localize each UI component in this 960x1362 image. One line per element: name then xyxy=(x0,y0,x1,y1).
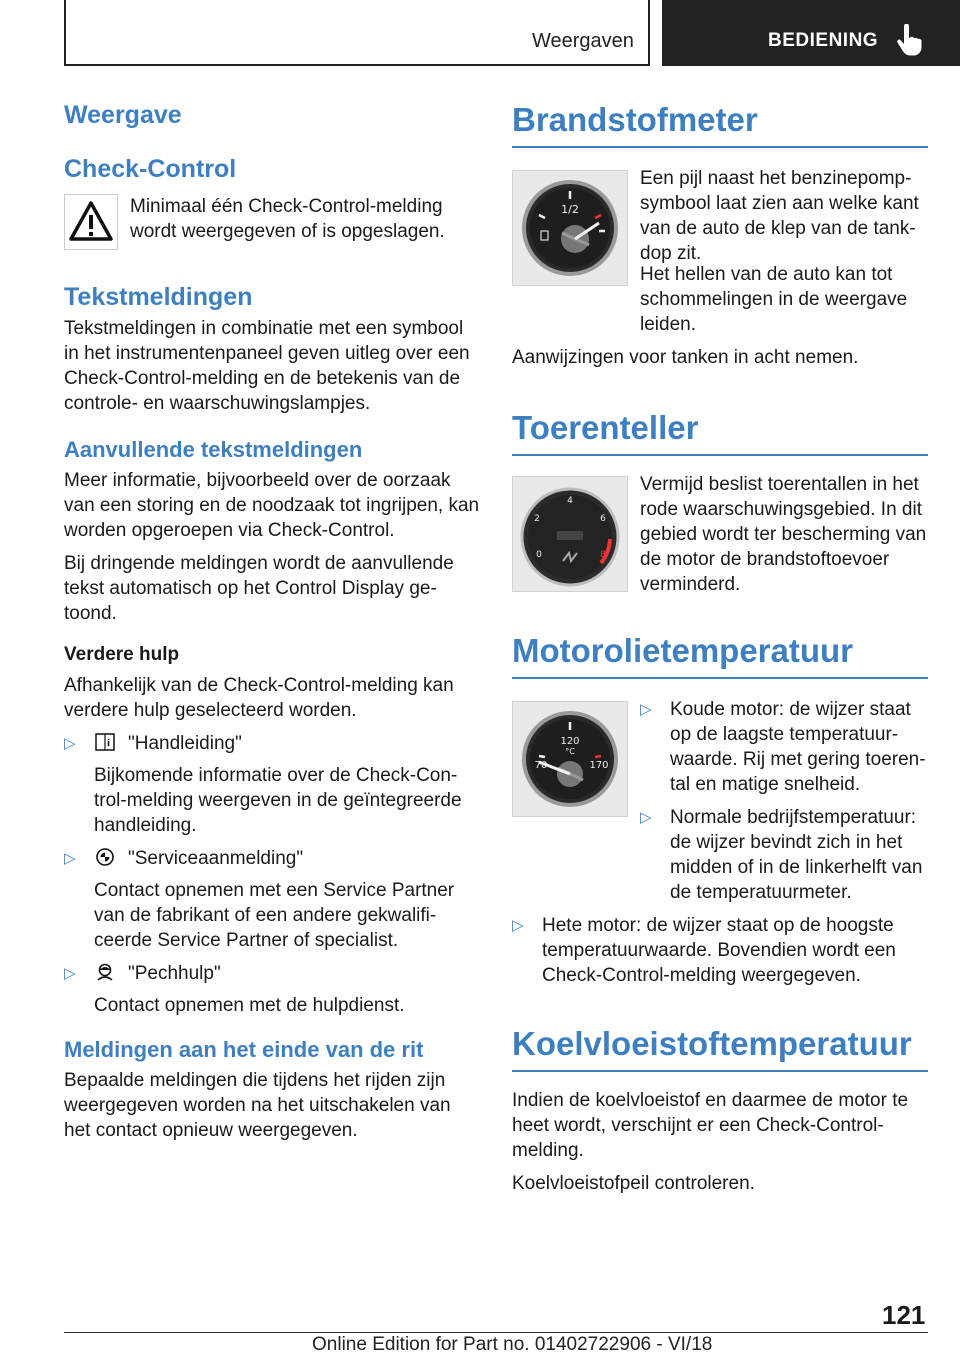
brandstof-text-3: Aanwijzingen voor tanken in acht nemen. xyxy=(512,347,859,368)
heading-aanvullende-tekstmeldingen: Aanvullende tekstmeldingen xyxy=(64,437,363,462)
heading-check-control: Check-Control xyxy=(64,155,237,183)
header-border-left xyxy=(64,0,66,66)
check-control-row xyxy=(64,194,482,250)
verdere-hulp-text: Afhankelijk van de Check-Control-melding kan verdere hulp geselecteerd worden. xyxy=(64,675,454,721)
oil-unit-label: °C xyxy=(565,747,575,756)
heading-toerenteller: Toerenteller xyxy=(512,408,928,456)
header-section-title: Weergaven xyxy=(532,30,634,52)
tacho-tick-6: 6 xyxy=(600,514,606,524)
brandstof-text-2-span: Het hellen van de auto kan tot schommelingen in de weergave leiden. xyxy=(640,264,908,335)
tekstmeldingen-text: Tekstmeldingen in combinatie met een symbool in het instrumentenpaneel geven uitleg over een Check-Control-melding en de betekenis van de controle- en waarschuwingslampjes. xyxy=(64,318,470,414)
bullet-triangle-icon: ▷ xyxy=(640,809,652,826)
bullet-triangle-icon: ▷ xyxy=(64,965,76,982)
toerenteller-text: Vermijd beslist toerentallen in het rode waarschuwingsgebied. In dit gebied wordt ter bescherming van de motor de brandstoftoevoer verminderd. xyxy=(640,474,927,595)
list-item xyxy=(640,805,928,905)
aanvullende-text-1: Meer informatie, bijvoorbeeld over de oorzaak van een storing en de noodzaak tot ingrijpen, kan worden opgeroepen via Check-Control. xyxy=(64,470,480,541)
roadside-assistance-icon xyxy=(94,962,116,982)
svg-text:i: i xyxy=(106,739,111,749)
heading-koelvloeistoftemperatuur: Koelvloeistoftemperatuur xyxy=(512,1024,928,1072)
list-item-label-row xyxy=(94,846,482,871)
heading-weergave: Weergave xyxy=(64,101,182,129)
service-brand-icon xyxy=(94,847,116,867)
bullet-label: "Pechhulp" xyxy=(128,963,221,984)
list-item xyxy=(64,846,482,953)
bullet-triangle-icon: ▷ xyxy=(640,701,652,718)
check-control-text: Minimaal één Check-Control-melding wordt weergegeven of is opgeslagen. xyxy=(130,196,445,242)
oil-label-70: 70 xyxy=(534,760,548,771)
meldingen-text: Bepaalde meldingen die tijdens het rijden zijn weergegeven worden na het uitschakelen van het contact opnieuw weergegeven. xyxy=(64,1070,451,1141)
header-border-mid xyxy=(648,0,650,66)
list-item xyxy=(64,961,482,1018)
tacho-tick-4: 4 xyxy=(567,496,573,506)
toerenteller-row xyxy=(512,476,928,597)
bullet-triangle-icon: ▷ xyxy=(64,850,76,867)
oil-temperature-gauge-figure xyxy=(512,701,628,817)
bullet-description: Contact opnemen met een Service Partner van de fabrikant of een andere gekwalifi-ceerde Service Partner of specialist. xyxy=(94,880,455,951)
tacho-tick-0: 0 xyxy=(536,550,542,560)
brandstof-text-1: Een pijl naast het benzinepomp-symbool laat zien aan welke kant van de auto de klep van de tank-dop zit. xyxy=(640,168,919,264)
header-chapter-label: BEDIENING xyxy=(768,30,879,51)
warning-triangle-icon xyxy=(65,195,117,249)
oil-label-120: 120 xyxy=(560,736,580,747)
oil-label-170: 170 xyxy=(589,760,609,771)
list-item xyxy=(64,731,482,838)
bullet-description: Contact opnemen met de hulpdienst. xyxy=(94,995,405,1016)
oil-temperature-gauge-image xyxy=(513,702,627,816)
heading-motorolietemperatuur: Motorolietemperatuur xyxy=(512,631,928,679)
page-number: 121 xyxy=(882,1300,926,1330)
bullet-triangle-icon: ▷ xyxy=(512,917,524,934)
verdere-hulp-title: Verdere hulp xyxy=(64,644,180,665)
bullet-triangle-icon: ▷ xyxy=(64,735,76,752)
header-chapter-tab xyxy=(662,0,960,66)
tacho-tick-2: 2 xyxy=(534,514,540,524)
footer-edition-text: Online Edition for Part no. 01402722906 - VI/18 xyxy=(312,1334,713,1355)
warning-symbol-box xyxy=(64,194,118,250)
manual-book-icon xyxy=(94,732,116,752)
list-item-label-row xyxy=(94,961,482,986)
heading-brandstofmeter: Brandstofmeter xyxy=(512,100,928,148)
fuel-gauge-figure xyxy=(512,170,628,286)
heading-tekstmeldingen: Tekstmeldingen xyxy=(64,283,253,311)
fuel-gauge-image xyxy=(513,171,627,285)
koelvloeistof-text-1: Indien de koelvloeistof en daarmee de motor te heet wordt, verschijnt er een Check-Control-melding. xyxy=(512,1090,909,1161)
fuel-gauge-half-label: 1/2 xyxy=(561,203,579,216)
aanvullende-text-2: Bij dringende meldingen wordt de aanvullende tekst automatisch op het Control Display ge-toond. xyxy=(64,553,454,624)
list-item-label-row xyxy=(94,731,482,756)
bullet-label: "Serviceaanmelding" xyxy=(128,848,304,869)
list-item xyxy=(640,697,928,797)
header-rule xyxy=(64,64,650,66)
bullet-label: "Handleiding" xyxy=(128,733,242,754)
tacho-tick-8: 8 xyxy=(600,550,606,560)
left-column xyxy=(64,100,482,1143)
bullet-description: Bijkomende informatie over de Check-Con-trol-melding weergeven in de geïntegreerde handleiding. xyxy=(94,765,462,836)
list-item xyxy=(512,913,928,988)
bullet-description: Normale bedrijfstemperatuur: de wijzer bevindt zich in het midden of in de linkerhelft van de temperatuurmeter. xyxy=(670,807,923,903)
footer-rule xyxy=(64,1332,928,1333)
tachometer-figure xyxy=(512,476,628,592)
right-column xyxy=(512,100,928,1196)
bullet-description: Koude motor: de wijzer staat op de laagste temperatuur-waarde. Rij met gering toeren-tal en matige snelheid. xyxy=(670,699,926,795)
tachometer-image xyxy=(513,477,627,591)
motorolie-row xyxy=(512,701,928,905)
koelvloeistof-text-2: Koelvloeistofpeil controleren. xyxy=(512,1173,755,1194)
pointing-hand-icon xyxy=(896,24,922,56)
heading-meldingen-einde-rit: Meldingen aan het einde van de rit xyxy=(64,1037,424,1062)
bullet-description: Hete motor: de wijzer staat op de hoogste temperatuurwaarde. Bovendien wordt een Check-Control-melding weergegeven. xyxy=(542,915,896,986)
